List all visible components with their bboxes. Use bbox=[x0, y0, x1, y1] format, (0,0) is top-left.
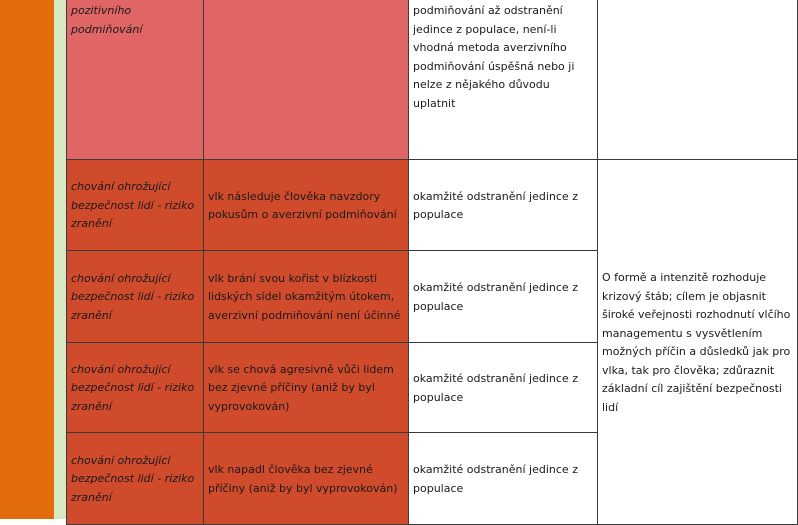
situation-cell: vlk následuje člověka navzdory pokusům o averzivní podmiňování bbox=[204, 160, 409, 251]
behavior-cell: chování ohrožující bezpečnost lidí - riziko zranění bbox=[67, 160, 204, 251]
measure-cell: okamžité odstranění jedince z populace bbox=[409, 343, 598, 433]
measure-cell: okamžité odstranění jedince z populace bbox=[409, 433, 598, 525]
situation-cell: vlk se chová agresivně vůči lidem bez zjevné příčiny (aniž by byl vyprovokován) bbox=[204, 343, 409, 433]
situation-cell: vlk brání svou kořist v blízkosti lidských sídel okamžitým útokem, averzivní podmiňování není účinné bbox=[204, 251, 409, 343]
situation-cell bbox=[204, 0, 409, 160]
table-row bbox=[67, 0, 798, 160]
measure-cell: okamžité odstranění jedince z populace bbox=[409, 251, 598, 343]
empty-note-cell bbox=[598, 0, 798, 160]
table-row bbox=[67, 160, 798, 251]
behavior-cell: chování ohrožující bezpečnost lidí - riziko zranění bbox=[67, 251, 204, 343]
situation-cell: vlk napadl člověka bez zjevné příčiny (aniž by byl vyprovokován) bbox=[204, 433, 409, 525]
measure-cell: okamžité odstranění jedince z populace bbox=[409, 160, 598, 251]
behavior-cell: chování ohrožující bezpečnost lidí - riziko zranění bbox=[67, 343, 204, 433]
crisis-management-note: O formě a intenzitě rozhoduje krizový štáb; cílem je objasnit široké veřejnosti rozhodnutí vlčího managementu s vysvětlením možných příčin a důsledků jak pro vlka, tak pro člověka; zdůraznit základní cíl zajištění bezpečnosti lidí bbox=[598, 160, 798, 525]
measure-cell: podmiňování až odstranění jedince z populace, není-li vhodná metoda averzivního podmiňování úspěšná nebo ji nelze z nějakého důvodu uplatnit bbox=[409, 0, 598, 160]
behavior-cell: chování ohrožující bezpečnost lidí - riziko zranění bbox=[67, 433, 204, 525]
green-category-strip bbox=[54, 0, 66, 519]
wolf-behavior-table bbox=[66, 0, 798, 525]
orange-category-strip bbox=[0, 0, 54, 519]
behavior-cell: pozitivního podmiňování bbox=[67, 0, 204, 160]
